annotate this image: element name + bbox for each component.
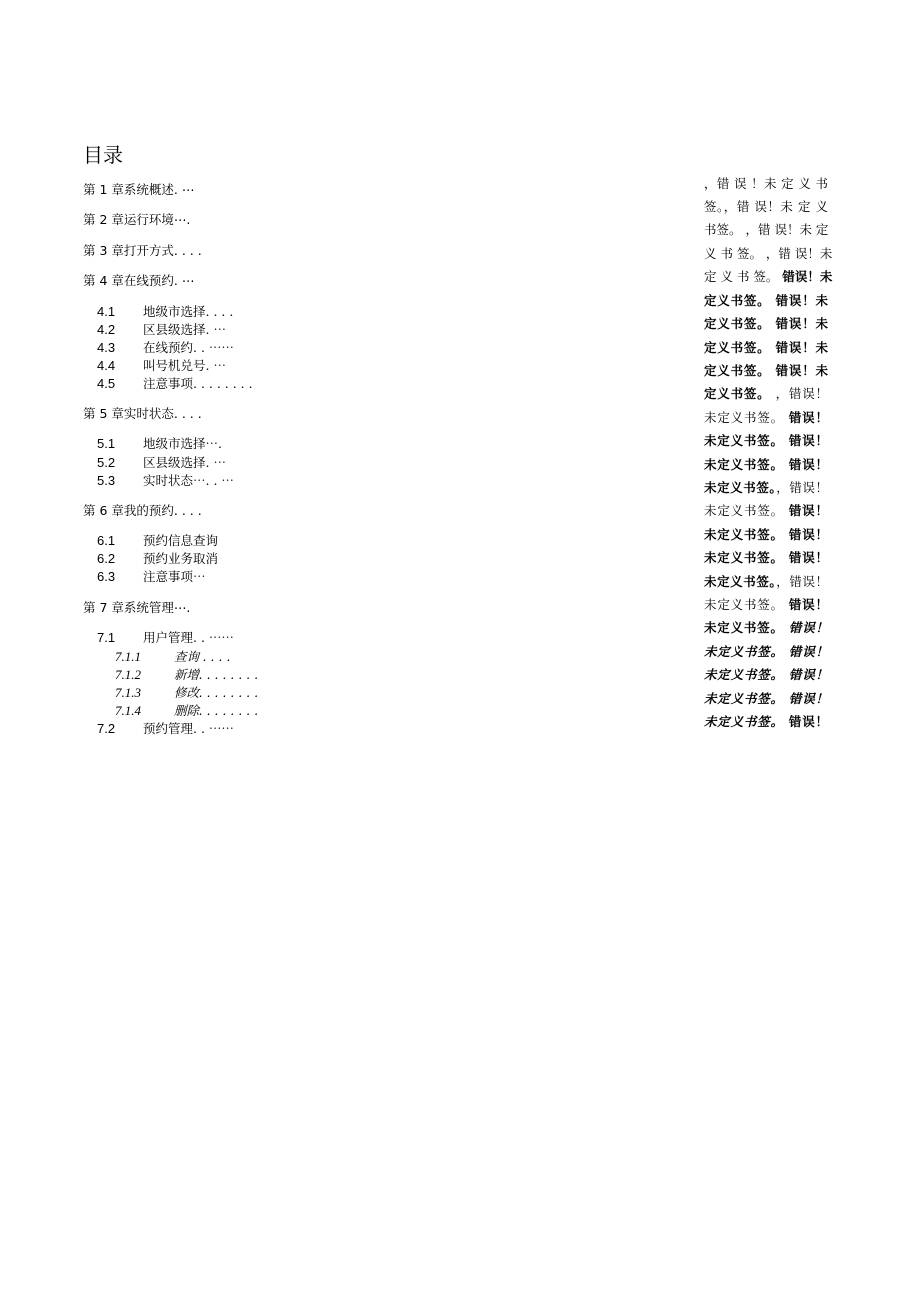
error-text-line (704, 246, 833, 262)
toc-entry-text: 查询 . . . . (174, 649, 231, 664)
error-text-segment: 未定义书签。 (704, 503, 789, 518)
error-text-line (704, 480, 828, 496)
error-text-segment: 错误！ (788, 597, 828, 612)
error-text-segment: 义 书 签。 ，错 误！未 (704, 246, 833, 261)
error-text-line (704, 457, 828, 473)
toc-entry-text: 第 5 章实时状态. . . . (83, 406, 202, 421)
toc-entry-text: 叫号机兑号. ⋯ (143, 358, 226, 373)
toc-title: 目录 (83, 143, 123, 167)
error-text-segment: 未定义书签。 错误！ (704, 457, 828, 472)
error-text-segment: 书签。 ，错 误！未 定 (704, 222, 829, 237)
toc-entry-number: 7.2 (97, 721, 116, 736)
toc-entry-number: 6.2 (97, 551, 116, 566)
error-text-segment: ，错误！ (775, 386, 828, 401)
toc-entry-text: 实时状态⋯. . ⋯ (143, 473, 234, 488)
error-text-segment: 定义书签。 (704, 386, 776, 401)
toc-entry-number: 4.3 (97, 340, 116, 355)
error-text-line (704, 667, 828, 683)
error-text-line (704, 176, 828, 192)
toc-entry-text: 删除. . . . . . . . (174, 703, 259, 718)
error-text-line (704, 199, 828, 215)
error-text-segment: 错误！ (788, 714, 828, 729)
toc-entry-text: 注意事项⋯ (143, 569, 206, 584)
error-text-segment: 未定义书签。 (704, 597, 789, 612)
error-text-segment: 定义书签。 错误！未 (704, 316, 828, 331)
error-text-line (704, 410, 828, 426)
toc-entry-number: 6.1 (97, 533, 116, 548)
toc-entry-text: 第 7 章系统管理⋯. (83, 600, 191, 615)
error-text-segment: 错误！ (788, 620, 828, 635)
toc-entry-text: 第 4 章在线预约. ⋯ (83, 273, 195, 288)
error-text-segment: 未定义书签。 (704, 620, 789, 635)
toc-entry-text: 地级市选择⋯. (143, 436, 222, 451)
error-text-segment: ，错误！ (776, 574, 828, 589)
error-text-segment: 未定义书签。 错误！ (704, 667, 828, 682)
toc-entry-text: 第 2 章运行环境⋯. (83, 212, 191, 227)
toc-entry-number: 7.1.4 (115, 703, 141, 718)
error-text-segment: 定义书签。 错误！未 (704, 293, 828, 308)
toc-entry-text: 地级市选择. . . . (143, 304, 234, 319)
error-text-segment: 未定义书签。 错误！ (704, 644, 828, 659)
error-text-segment: 签。，错 误！未 定 义 (704, 199, 828, 214)
error-text-line (704, 550, 828, 566)
toc-entry-text: 预约管理. . ⋯⋯ (143, 721, 234, 736)
toc-entry-number: 6.3 (97, 569, 116, 584)
error-text-segment: 未定义书签。 (704, 714, 789, 729)
error-text-segment: ，错误！ (776, 480, 828, 495)
error-text-segment: 错误！ (788, 503, 828, 518)
error-text-segment: 未定义书签。 错误！ (704, 527, 828, 542)
toc-entry-text: 注意事项. . . . . . . . (143, 376, 253, 391)
toc-entry-number: 5.2 (97, 455, 116, 470)
toc-entry-number: 7.1.3 (115, 685, 141, 700)
toc-entry-number: 7.1 (97, 630, 116, 645)
error-text-line (704, 714, 828, 730)
error-text-line (704, 433, 828, 449)
toc-entry-text: 区县级选择. ⋯ (143, 455, 226, 470)
error-text-segment: 未定义书签。 错误！ (704, 691, 828, 706)
error-text-line (704, 574, 828, 590)
error-text-line (704, 644, 828, 660)
toc-entry-number: 7.1.1 (115, 649, 141, 664)
toc-entry-text: 预约业务取消 (143, 551, 219, 566)
toc-entry-text: 预约信息查询 (143, 533, 219, 548)
toc-entry-text: 区县级选择. ⋯ (143, 322, 226, 337)
toc-entry-number: 4.4 (97, 358, 116, 373)
error-text-segment: 未定义书签。 (704, 480, 777, 495)
error-text-line (704, 340, 828, 356)
toc-entry-number: 4.1 (97, 304, 116, 319)
toc-entry-number: 5.1 (97, 436, 116, 451)
error-text-line (704, 386, 828, 402)
toc-entry-number: 7.1.2 (115, 667, 141, 682)
error-text-line (704, 691, 828, 707)
toc-entry-number: 4.2 (97, 322, 116, 337)
error-text-segment: 定义书签。 错误！未 (704, 363, 828, 378)
toc-entry-number: 4.5 (97, 376, 116, 391)
error-text-segment: 错误！ (788, 410, 828, 425)
toc-entry-text: 第 3 章打开方式. . . . (83, 243, 202, 258)
toc-entry-text: 第 6 章我的预约. . . . (83, 503, 202, 518)
toc-entry-text: 在线预约. . ⋯⋯ (143, 340, 234, 355)
error-text-line (704, 363, 828, 379)
error-text-line (704, 293, 828, 309)
toc-entry-number: 5.3 (97, 473, 116, 488)
error-text-segment: ，错 误 ！未 定 义 书 (704, 176, 828, 191)
toc-entry-text: 新增. . . . . . . . (174, 667, 259, 682)
error-text-segment: 定义书签。 错误！未 (704, 340, 828, 355)
error-text-segment: 未定义书签。 错误！ (704, 550, 828, 565)
error-text-line (704, 527, 828, 543)
error-text-line (704, 222, 828, 238)
error-text-line (704, 597, 828, 613)
error-text-line (704, 316, 828, 332)
error-text-segment: 未定义书签。 (704, 574, 777, 589)
error-text-line (704, 269, 833, 285)
error-text-segment: 定 义 书 签。 (704, 269, 783, 284)
error-text-line (704, 620, 828, 636)
toc-entry-text: 用户管理. . ⋯⋯ (143, 630, 234, 645)
error-text-segment: 未定义书签。 错误！ (704, 433, 828, 448)
toc-entry-text: 第 1 章系统概述. ⋯ (83, 182, 195, 197)
error-text-segment: 未定义书签。 (704, 410, 789, 425)
error-text-line (704, 503, 828, 519)
error-text-segment: 错误！未 (782, 269, 833, 284)
toc-entry-text: 修改. . . . . . . . (174, 685, 259, 700)
